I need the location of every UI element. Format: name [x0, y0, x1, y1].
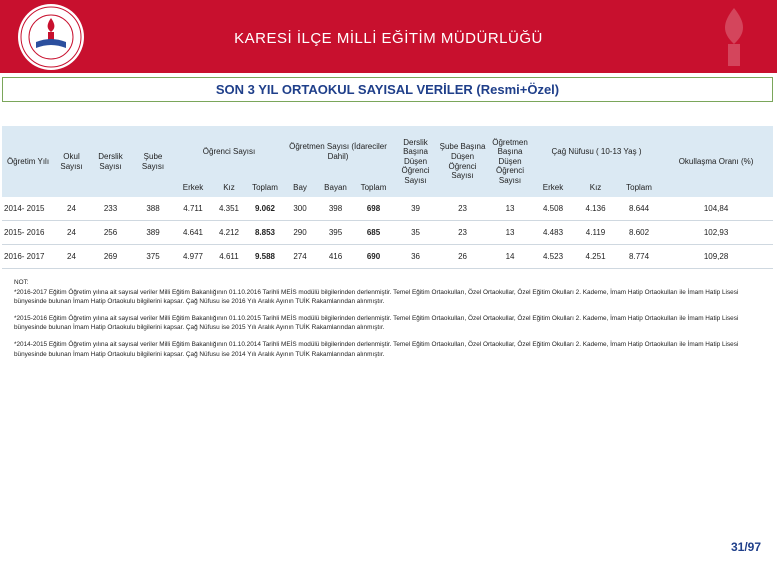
- cell-schools: 24: [54, 197, 89, 221]
- table-row: [2, 245, 773, 269]
- cell-teacher-female: 395: [316, 221, 355, 245]
- cell-teacher-male: 300: [284, 197, 316, 221]
- cell-per-classroom: 36: [392, 245, 439, 269]
- cell-per-classroom: 39: [392, 197, 439, 221]
- subheader-pop-female: Kız: [572, 178, 619, 197]
- cell-per-teacher: 13: [486, 197, 534, 221]
- header-banner: [0, 0, 777, 73]
- cell-teacher-total: 690: [355, 245, 392, 269]
- cell-student-male: 4.711: [174, 197, 212, 221]
- cell-teacher-male: 290: [284, 221, 316, 245]
- cell-teacher-female: 416: [316, 245, 355, 269]
- subheader-teacher-total: Toplam: [355, 178, 392, 197]
- header-students: Öğrenci Sayısı: [174, 126, 284, 178]
- subheader-student-female: Kız: [212, 178, 246, 197]
- cell-schools: 24: [54, 221, 89, 245]
- cell-schools: 24: [54, 245, 89, 269]
- cell-schooling-rate: 104,84: [659, 197, 773, 221]
- header-title: KARESİ İLÇE MİLLİ EĞİTİM MÜDÜRLÜĞÜ: [234, 30, 543, 47]
- cell-classrooms: 256: [89, 221, 132, 245]
- subtitle-box: [2, 77, 773, 102]
- cell-sections: 389: [132, 221, 174, 245]
- cell-schooling-rate: 102,93: [659, 221, 773, 245]
- cell-student-total: 9.062: [246, 197, 284, 221]
- subheader-pop-male: Erkek: [534, 178, 572, 197]
- cell-pop-male: 4.523: [534, 245, 572, 269]
- cell-per-section: 23: [439, 221, 486, 245]
- note-item: *2016-2017 Eğitim Öğretim yılına ait sayısal veriler Milli Eğitim Bakanlığının 01.10.2016 Tarihli MEİS modülü bilgilerinden derlenmiştir. Temel Eğitim Ortaokulları, Özel Ortaokullar, Özel Eğitim Okulları 2. Kademe, İmam Hatip Ortaokulları ile İmam Hatip Lisesi bünyesinde bulunan İmam Hatip Ortaokulu bilgilerini kapsar. Çağ Nüfusu ise 2016 Yılı Aralık Ayının TUİK Rakamlarından alınmıştır.: [14, 288, 739, 306]
- header-classrooms: Derslik Sayısı: [89, 126, 132, 197]
- header-teachers: Öğretmen Sayısı (İdareciler Dahil): [284, 126, 392, 178]
- cell-student-female: 4.611: [212, 245, 246, 269]
- cell-classrooms: 269: [89, 245, 132, 269]
- cell-per-classroom: 35: [392, 221, 439, 245]
- cell-schooling-rate: 109,28: [659, 245, 773, 269]
- subheader-student-male: Erkek: [174, 178, 212, 197]
- header-per-classroom: Derslik Başına Düşen Öğrenci Sayısı: [392, 126, 439, 197]
- table-row: [2, 197, 773, 221]
- cell-pop-female: 4.119: [572, 221, 619, 245]
- cell-sections: 375: [132, 245, 174, 269]
- cell-student-total: 9.588: [246, 245, 284, 269]
- cell-per-teacher: 14: [486, 245, 534, 269]
- note-item: *2014-2015 Eğitim Öğretim yılına ait sayısal veriler Milli Eğitim Bakanlığının 01.10.2014 Tarihli MEİS modülü bilgilerinden derlenmiştir. Temel Eğitim Ortaokulları, Özel Ortaokullar, Özel Eğitim Okulları 2. Kademe, İmam Hatip Ortaokulları ile İmam Hatip Lisesi bünyesinde bulunan İmam Hatip Ortaokulu bilgilerini kapsar. Çağ Nüfusu ise 2014 Yılı Aralık Ayının TUİK Rakamlarından alınmıştır.: [14, 341, 739, 358]
- page-subtitle: SON 3 YIL ORTAOKUL SAYISAL VERİLER (Resmi+Özel): [215, 82, 560, 97]
- cell-student-female: 4.212: [212, 221, 246, 245]
- header-per-section: Şube Başına Düşen Öğrenci Sayısı: [439, 126, 486, 197]
- subheader-teacher-female: Bayan: [316, 178, 355, 197]
- cell-pop-total: 8.602: [619, 221, 659, 245]
- cell-student-female: 4.351: [212, 197, 246, 221]
- cell-student-male: 4.641: [174, 221, 212, 245]
- cell-teacher-female: 398: [316, 197, 355, 221]
- cell-per-section: 26: [439, 245, 486, 269]
- cell-sections: 388: [132, 197, 174, 221]
- cell-pop-female: 4.136: [572, 197, 619, 221]
- cell-year: 2016- 2017: [2, 245, 54, 269]
- subheader-teacher-male: Bay: [284, 178, 316, 197]
- notes-label: NOT:: [14, 279, 29, 286]
- cell-teacher-male: 274: [284, 245, 316, 269]
- cell-pop-total: 8.644: [619, 197, 659, 221]
- subheader-pop-total: Toplam: [619, 178, 659, 197]
- header-per-teacher: Öğretmen Başına Düşen Öğrenci Sayısı: [486, 126, 534, 197]
- cell-pop-total: 8.774: [619, 245, 659, 269]
- note-item: *2015-2016 Eğitim Öğretim yılına ait sayısal veriler Milli Eğitim Bakanlığının 01.10.2015 Tarihli MEİS modülü bilgilerinden derlenmiştir. Temel Eğitim Ortaokulları, Özel Ortaokullar, Özel Eğitim Okulları 2. Kademe, İmam Hatip Ortaokulları ile İmam Hatip Lisesi bünyesinde bulunan İmam Hatip Ortaokulu bilgilerini kapsar. Çağ Nüfusu ise 2015 Yılı Aralık Ayının TUİK Rakamlarından alınmıştır.: [14, 314, 739, 332]
- page-number: 31/97: [730, 540, 761, 554]
- cell-per-teacher: 13: [486, 221, 534, 245]
- cell-teacher-total: 685: [355, 221, 392, 245]
- header-population: Çağ Nüfusu ( 10-13 Yaş ): [534, 126, 659, 178]
- cell-classrooms: 233: [89, 197, 132, 221]
- statistics-table: [2, 126, 773, 269]
- cell-teacher-total: 698: [355, 197, 392, 221]
- header-schooling-rate: Okullaşma Oranı (%): [659, 126, 773, 197]
- cell-pop-female: 4.251: [572, 245, 619, 269]
- cell-year: 2014- 2015: [2, 197, 54, 221]
- table-row: [2, 221, 773, 245]
- header-schools: Okul Sayısı: [54, 126, 89, 197]
- header-sections: Şube Sayısı: [132, 126, 174, 197]
- cell-student-male: 4.977: [174, 245, 212, 269]
- notes-section: [14, 278, 766, 366]
- cell-year: 2015- 2016: [2, 221, 54, 245]
- cell-per-section: 23: [439, 197, 486, 221]
- subheader-student-total: Toplam: [246, 178, 284, 197]
- cell-student-total: 8.853: [246, 221, 284, 245]
- cell-pop-male: 4.508: [534, 197, 572, 221]
- header-year: Öğretim Yılı: [2, 126, 54, 197]
- cell-pop-male: 4.483: [534, 221, 572, 245]
